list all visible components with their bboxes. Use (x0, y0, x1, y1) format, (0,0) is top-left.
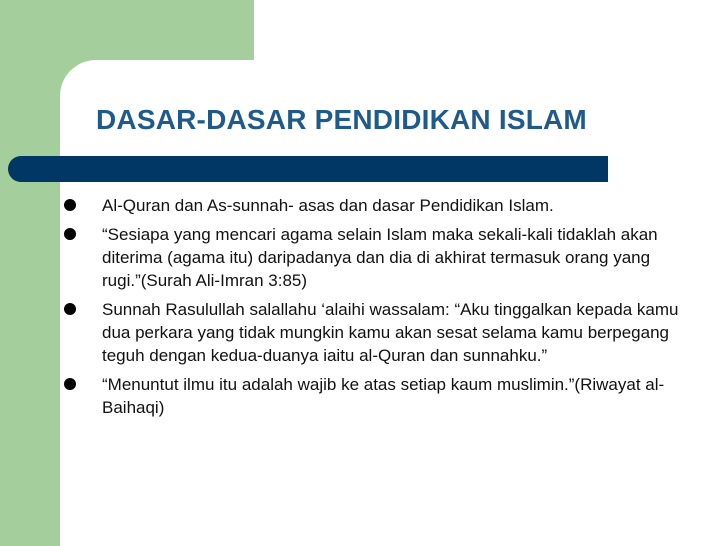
bullet-text: Al-Quran dan As-sunnah- asas dan dasar Pendidikan Islam. (102, 196, 554, 215)
bullet-text: “Menuntut ilmu itu adalah wajib ke atas setiap kaum muslimin.”(Riwayat al-Baihaqi) (102, 375, 665, 417)
bullet-item (64, 373, 704, 419)
bullet-list (64, 194, 704, 425)
bullet-dot-icon (64, 228, 76, 240)
title-divider-bar (8, 156, 608, 182)
bullet-text: “Sesiapa yang mencari agama selain Islam maka sekali-kali tidaklah akan diterima (agama itu) daripadanya dan dia di akhirat termasuk orang yang rugi.”(Surah Ali-Imran 3:85) (102, 225, 658, 290)
bullet-text: Sunnah Rasulullah salallahu ‘alaihi wassalam: “Aku tinggalkan kepada kamu dua perkara yang tidak mungkin kamu akan sesat selama kamu berpegang teguh dengan kedua-duanya iaitu al-Quran dan sunnahku.” (102, 300, 679, 365)
bullet-dot-icon (64, 303, 76, 315)
bullet-item (64, 298, 704, 367)
slide-title: DASAR-DASAR PENDIDIKAN ISLAM (96, 104, 587, 135)
bullet-dot-icon (64, 378, 76, 390)
bullet-item (64, 223, 704, 292)
green-left-strip (0, 0, 60, 546)
bullet-item (64, 194, 704, 217)
bullet-dot-icon (64, 199, 76, 211)
